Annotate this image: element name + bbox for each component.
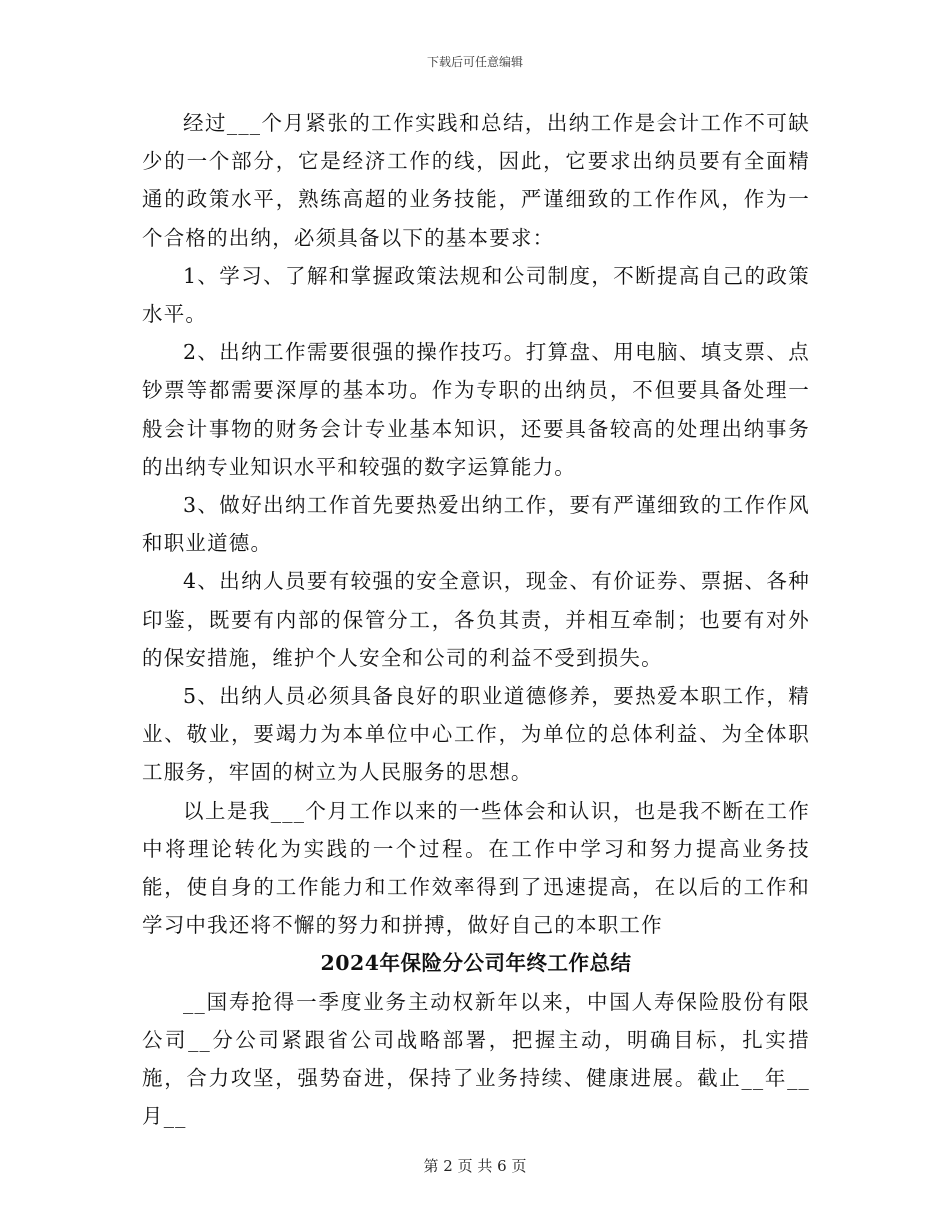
header-note: 下载后可任意编辑	[426, 55, 523, 69]
paragraph-item-4: 4、出纳人员要有较强的安全意识，现金、有价证券、票据、各种印鉴，既要有内部的保管分工，各负其责，并相互牵制；也要有对外的保安措施，维护个人安全和公司的利益不受到损失。	[142, 569, 810, 670]
paragraph-item-5: 5、出纳人员必须具备良好的职业道德修养，要热爱本职工作，精业、敬业，要竭力为本单位中心工作，为单位的总体利益、为全体职工服务，牢固的树立为人民服务的思想。	[142, 684, 810, 785]
paragraph-item-3: 3、做好出纳工作首先要热爱出纳工作，要有严谨细致的工作作风和职业道德。	[142, 493, 810, 556]
section-title: 2024年保险分公司年终工作总结	[320, 951, 632, 976]
section-paragraph: __国寿抢得一季度业务主动权新年以来，中国人寿保险股份有限公司__分公司紧跟省公司战略部署，把握主动，明确目标，扎实措施，合力攻坚，强势奋进，保持了业务持续、健康进展。截止__年__月__	[142, 989, 810, 1129]
paragraph-intro: 经过___个月紧张的工作实践和总结，出纳工作是会计工作不可缺少的一个部分，它是经济工作的线，因此，它要求出纳员要有全面精通的政策水平，熟练高超的业务技能，严谨细致的工作作风，作为一个合格的出纳，必须具备以下的基本要求：	[142, 111, 810, 250]
paragraph-conclusion: 以上是我___个月工作以来的一些体会和认识，也是我不断在工作中将理论转化为实践的一个过程。在工作中学习和努力提高业务技能，使自身的工作能力和工作效率得到了迅速提高，在以后的工作和学习中我还将不懈的努力和拼搏，做好自己的本职工作	[142, 798, 810, 938]
document-body	[142, 104, 810, 1135]
paragraph-item-2: 2、出纳工作需要很强的操作技巧。打算盘、用电脑、填支票、点钞票等都需要深厚的基本功。作为专职的出纳员，不但要具备处理一般会计事物的财务会计专业基本知识，还要具备较高的处理出纳事务的出纳专业知识水平和较强的数字运算能力。	[142, 340, 810, 479]
page-number: 第 2 页 共 6 页	[423, 1157, 527, 1175]
paragraph-item-1: 1、学习、了解和掌握政策法规和公司制度，不断提高自己的政策水平。	[142, 263, 810, 327]
